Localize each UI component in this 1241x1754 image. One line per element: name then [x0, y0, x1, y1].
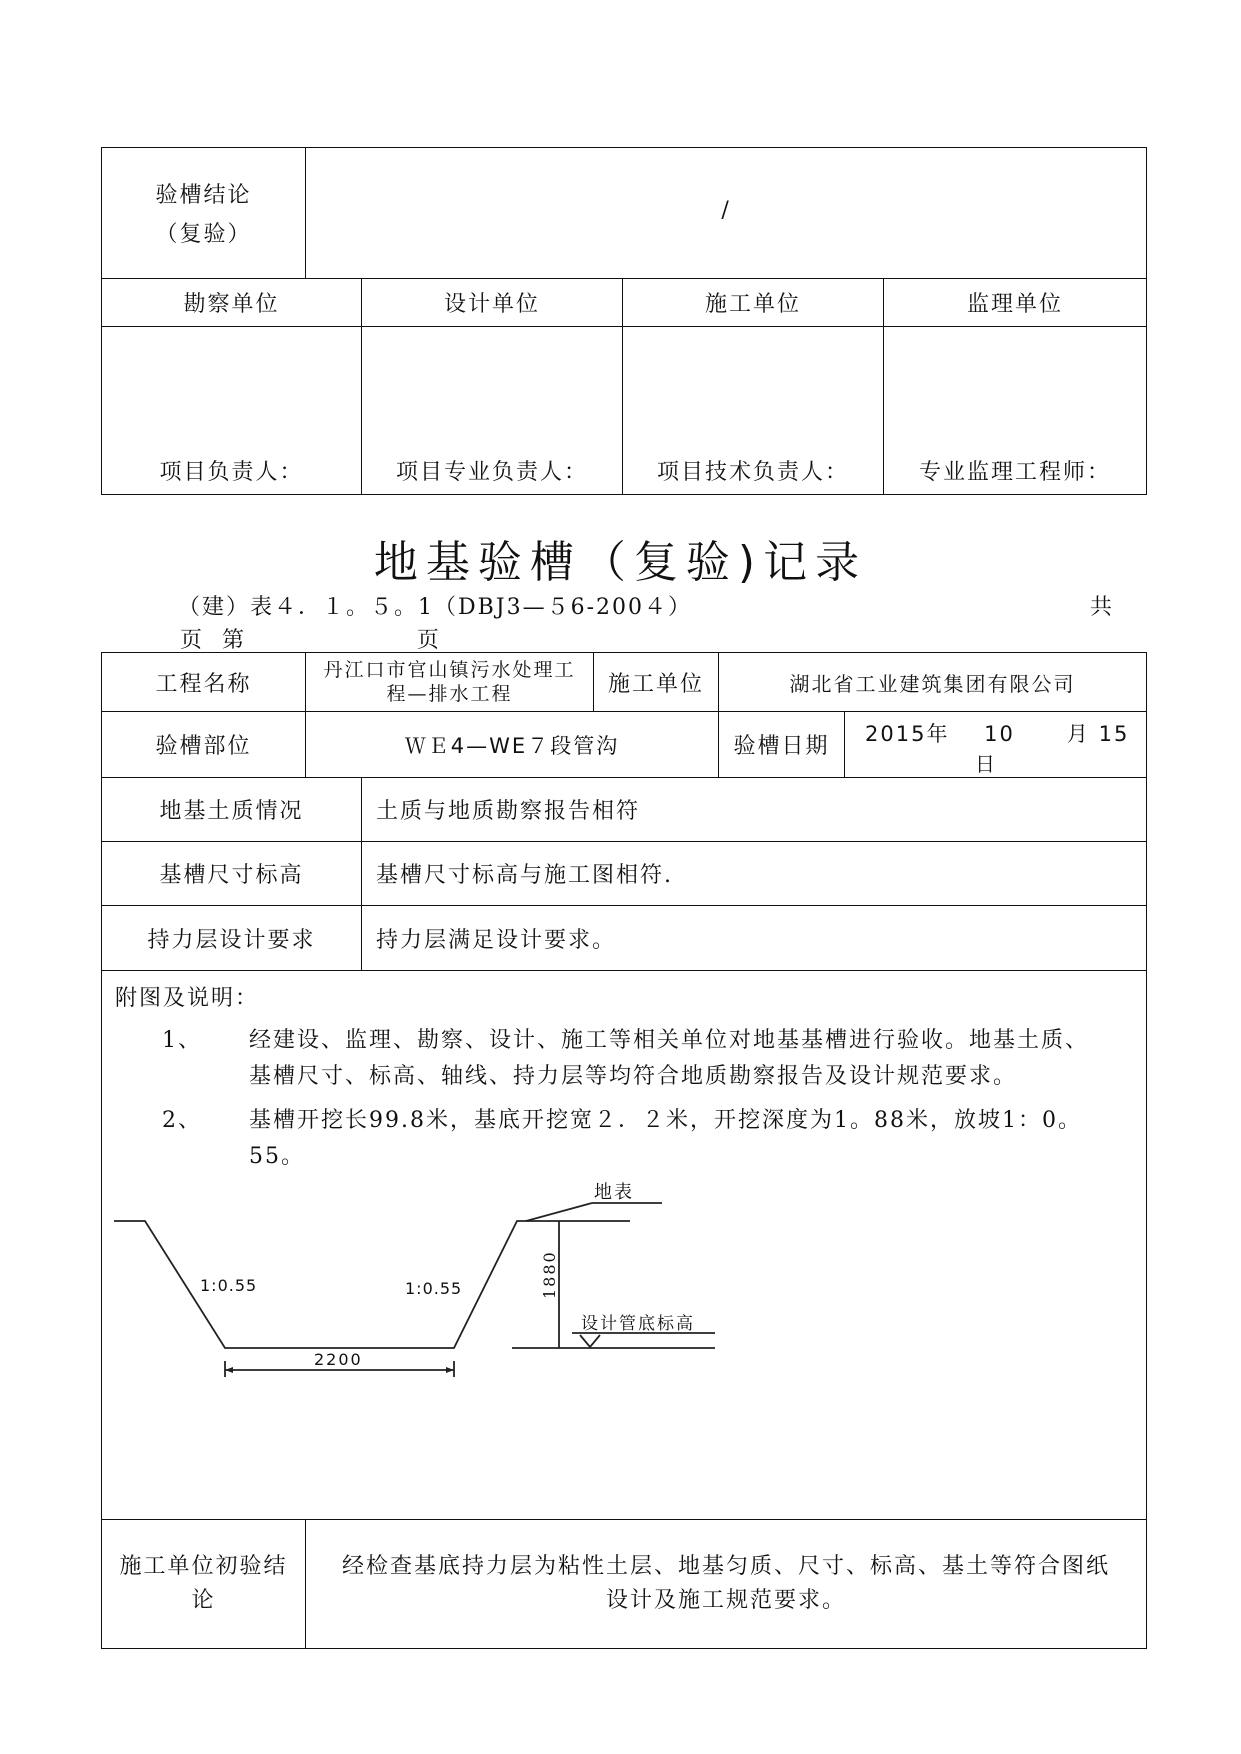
form-reference: （建）表４．１。５。1（DBJ3—５6-200４） [178, 595, 693, 620]
dimension-label: 基槽尺寸标高 [102, 842, 362, 906]
signer-design: 项目专业负责人： [362, 327, 623, 495]
signer-supervision: 专业监理工程师： [884, 327, 1147, 495]
width-label: 2200 [314, 1350, 363, 1369]
contractor-label: 施工单位 [594, 653, 719, 712]
ground-label: 地表 [594, 1182, 634, 1203]
initial-check-label: 施工单位初验结 论 [102, 1520, 306, 1649]
location-value: ＷＥ4—WE７段管沟 [306, 712, 719, 778]
unit-supervision: 监理单位 [884, 279, 1147, 327]
notes-heading: 附图及说明： [115, 986, 260, 1011]
trench-cross-section-diagram [102, 1181, 802, 1421]
notes-cell [102, 971, 1147, 1520]
dimension-value: 基槽尺寸标高与施工图相符. [362, 842, 1147, 906]
depth-label: 1880 [540, 1250, 559, 1299]
initial-check-value: 经检查基底持力层为粘性土层、地基匀质、尺寸、标高、基土等符合图纸 设计及施工规范要求。 [306, 1520, 1147, 1649]
contractor-value: 湖北省工业建筑集团有限公司 [719, 653, 1147, 712]
signer-survey: 项目负责人： [102, 327, 362, 495]
ground-leader-line [526, 1203, 592, 1221]
top-signoff-table [101, 147, 1147, 495]
note-1-text: 经建设、监理、勘察、设计、施工等相关单位对地基基槽进行验收。地基土质、 基槽尺寸、标高、轴线、持力层等均符合地质勘察报告及设计规范要求。 [249, 1028, 1090, 1089]
note-1-number: 1、 [162, 1028, 202, 1053]
soil-value: 土质与地质勘察报告相符 [362, 778, 1147, 842]
date-label: 验槽日期 [719, 712, 845, 778]
note-2-number: 2、 [162, 1108, 202, 1133]
unit-survey: 勘察单位 [102, 279, 362, 327]
slope-left-label: 1:0.55 [200, 1276, 258, 1295]
unit-design: 设计单位 [362, 279, 623, 327]
signer-construction: 项目技术负责人： [623, 327, 884, 495]
conclusion-label: 验槽结论 （复验） [102, 148, 306, 279]
elevation-marker-icon [580, 1335, 600, 1347]
project-name-label: 工程名称 [102, 653, 306, 712]
slope-right-label: 1:0.55 [405, 1279, 463, 1298]
main-record-table [101, 652, 1147, 1649]
page-title: 地基验槽（复验)记录 [373, 537, 868, 588]
total-pages-label: 共 [1090, 595, 1115, 620]
unit-construction: 施工单位 [623, 279, 884, 327]
page-number-line: 页 第 页 [180, 628, 441, 653]
bearing-layer-label: 持力层设计要求 [102, 906, 362, 971]
date-value: 2015年 10 月 15 日 [845, 712, 1147, 778]
soil-label: 地基土质情况 [102, 778, 362, 842]
location-label: 验槽部位 [102, 712, 306, 778]
bottom-elevation-label: 设计管底标高 [581, 1314, 695, 1334]
note-2-text: 基槽开挖长99.8米，基底开挖宽２．２米，开挖深度为1。88米，放坡1：0。 55。 [249, 1108, 1082, 1169]
bearing-layer-value: 持力层满足设计要求。 [362, 906, 1147, 971]
project-name-value: 丹江口市官山镇污水处理工程—排水工程 [306, 653, 594, 712]
conclusion-value: / [306, 148, 1147, 279]
